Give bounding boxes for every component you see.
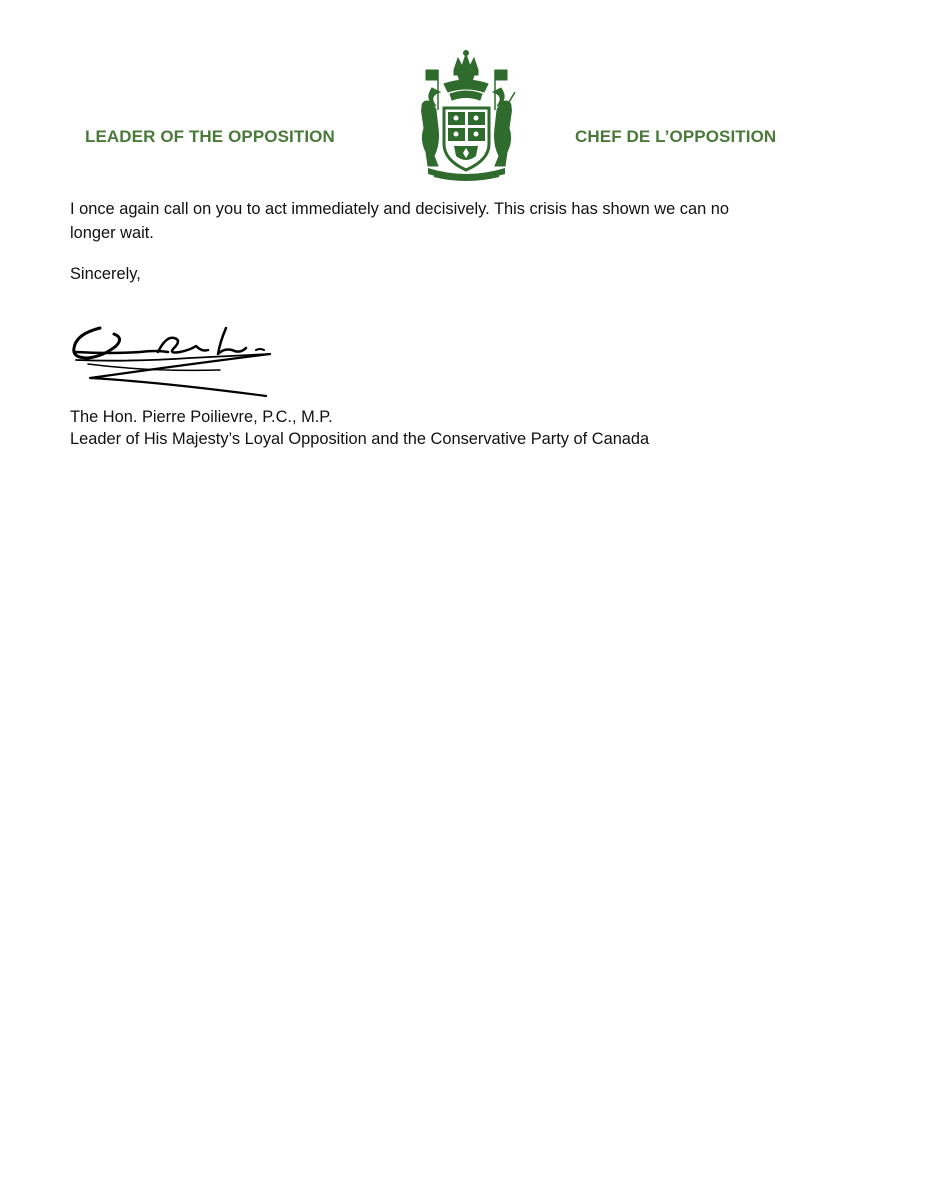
paragraph-line: I once again call on you to act immediately and decisively. This crisis has shown we can no (70, 200, 729, 218)
letterhead-title-french: CHEF DE L’OPPOSITION (575, 127, 777, 146)
letter-closing: Sincerely, (70, 265, 141, 283)
handwritten-signature-icon (70, 318, 282, 404)
paragraph-line: longer wait. (70, 224, 154, 242)
signature-block (70, 406, 649, 450)
letter-paragraph (70, 197, 729, 245)
letterhead-title-english: LEADER OF THE OPPOSITION (85, 127, 335, 146)
coat-of-arms-icon (414, 48, 519, 184)
signatory-name: The Hon. Pierre Poilievre, P.C., M.P. (70, 408, 333, 426)
signatory-title: Leader of His Majesty’s Loyal Opposition and the Conservative Party of Canada (70, 430, 650, 448)
